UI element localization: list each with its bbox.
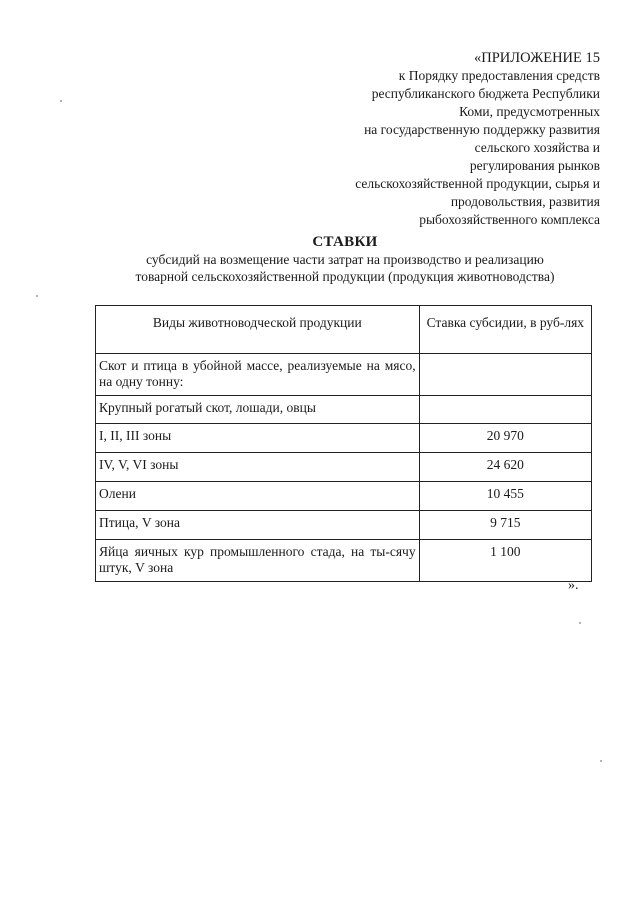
- product-name-cell: Скот и птица в убойной массе, реализуемые на мясо, на одну тонну:: [96, 354, 420, 396]
- table-row: [96, 354, 592, 396]
- closing-quote-mark: ».: [568, 578, 579, 593]
- table-row: [96, 482, 592, 511]
- rate-cell: [419, 396, 591, 424]
- appendix-line: республиканского бюджета Республики: [371, 86, 600, 101]
- product-name-cell: I, II, III зоны: [96, 424, 420, 453]
- appendix-line: на государственную поддержку развития: [364, 122, 600, 137]
- column-header-rate: Ставка субсидии, в руб-лях: [419, 306, 591, 354]
- document-title: СТАВКИ: [312, 234, 378, 250]
- subsidy-rates-table: [95, 305, 592, 582]
- appendix-line: Коми, предусмотренных: [459, 104, 600, 119]
- document-subtitle-line: товарной сельскохозяйственной продукции (продукция животноводства): [135, 269, 555, 284]
- appendix-line: регулирования рынков: [469, 158, 600, 173]
- document-heading: [95, 233, 595, 285]
- scan-speck: [60, 100, 62, 102]
- column-header-product: Виды животноводческой продукции: [96, 306, 420, 354]
- product-name-cell: Птица, V зона: [96, 511, 420, 540]
- table-row: [96, 424, 592, 453]
- rate-cell: 10 455: [419, 482, 591, 511]
- appendix-line: сельского хозяйства и: [474, 140, 600, 155]
- appendix-title: «ПРИЛОЖЕНИЕ 15: [474, 50, 600, 66]
- product-name-cell: Олени: [96, 482, 420, 511]
- scan-speck: [36, 295, 38, 297]
- appendix-header: [270, 49, 600, 229]
- product-name-cell: IV, V, VI зоны: [96, 453, 420, 482]
- table-row: [96, 540, 592, 582]
- appendix-line: сельскохозяйственной продукции, сырья и: [355, 176, 600, 191]
- table-row: [96, 396, 592, 424]
- table-row: [96, 511, 592, 540]
- rate-cell: 9 715: [419, 511, 591, 540]
- rate-cell: 24 620: [419, 453, 591, 482]
- rate-cell: [419, 354, 591, 396]
- appendix-line: продовольствия, развития: [450, 194, 600, 209]
- table-row: [96, 453, 592, 482]
- rate-cell: 1 100: [419, 540, 591, 582]
- appendix-line: к Порядку предоставления средств: [398, 68, 600, 83]
- rate-cell: 20 970: [419, 424, 591, 453]
- scan-speck: [600, 760, 602, 762]
- scan-speck: [579, 622, 581, 624]
- product-name-cell: Яйца яичных кур промышленного стада, на ты-сячу штук, V зона: [96, 540, 420, 582]
- document-subtitle-line: субсидий на возмещение части затрат на производство и реализацию: [146, 252, 544, 267]
- table-header-row: [96, 306, 592, 354]
- appendix-line: рыбохозяйственного комплекса: [419, 212, 600, 227]
- product-name-cell: Крупный рогатый скот, лошади, овцы: [96, 396, 420, 424]
